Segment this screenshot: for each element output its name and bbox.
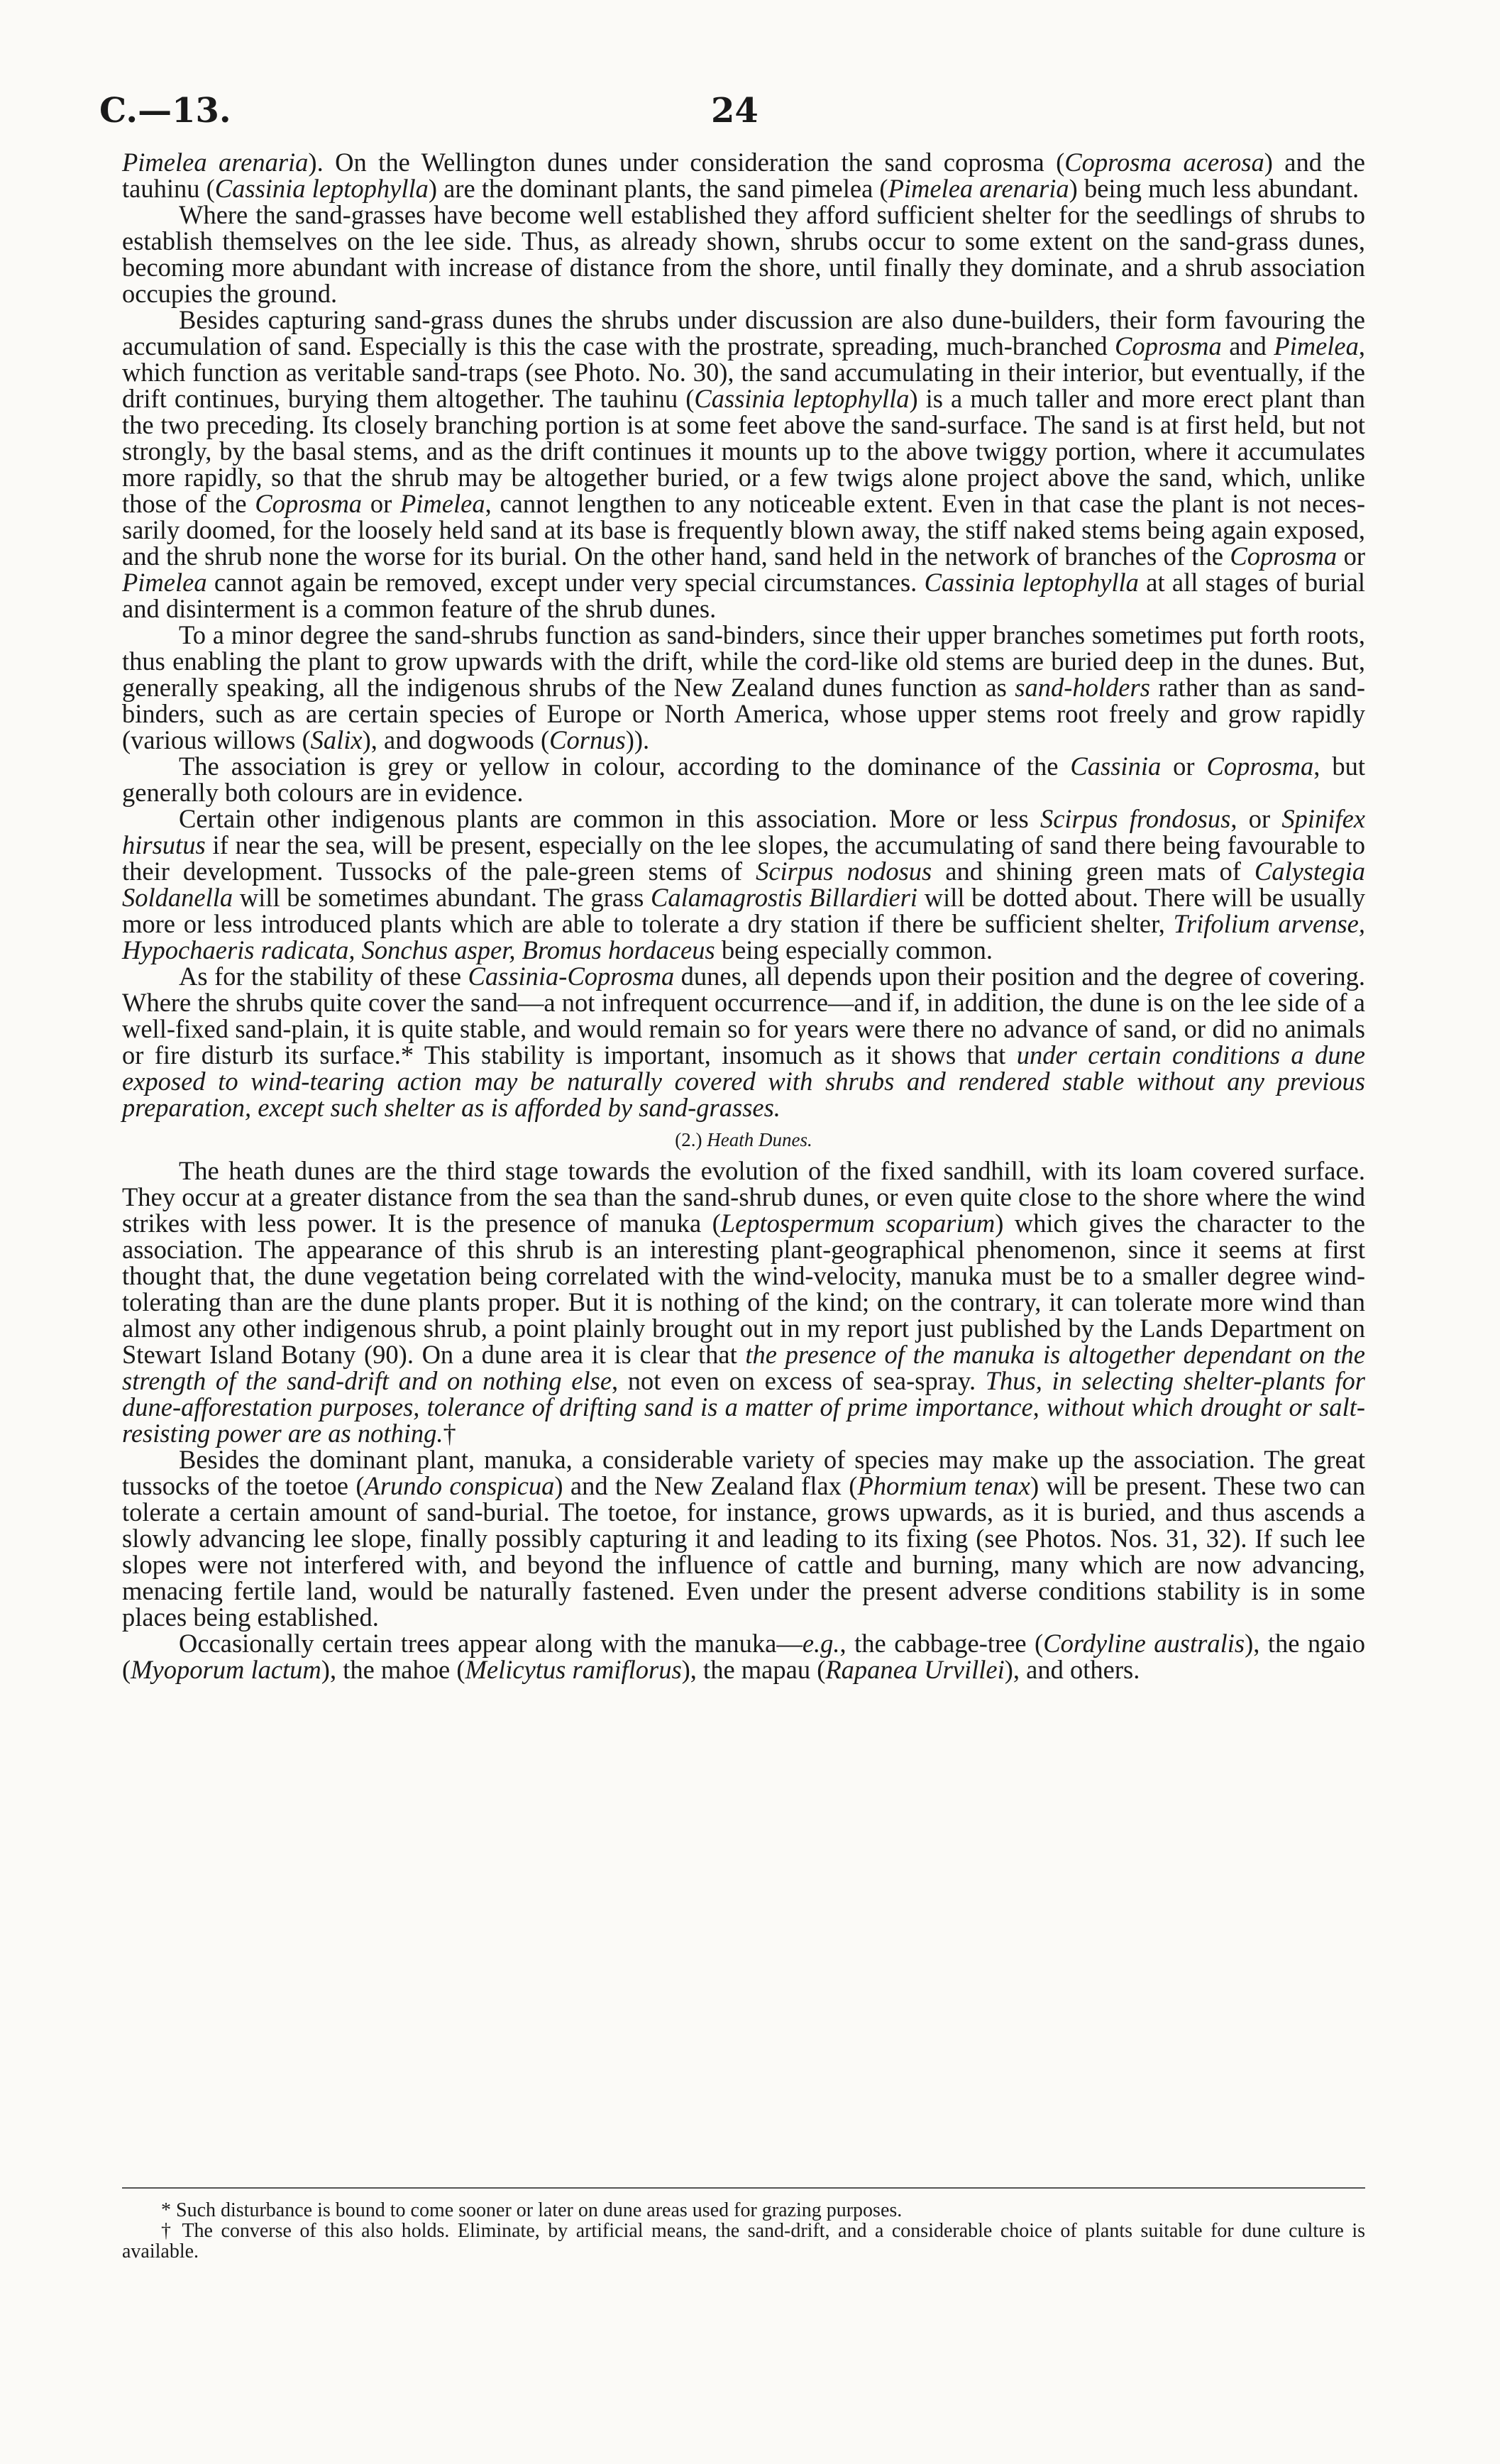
text-run: at all stages of burial and disinterment is a common feature of the shrub dunes.	[122, 568, 1366, 623]
species-name: Cassinia leptophylla	[694, 384, 910, 413]
document-reference: C.—13.	[99, 91, 231, 131]
paragraph-3	[122, 307, 1365, 622]
species-name: Rapanea Urvillei	[825, 1655, 1005, 1684]
page-header	[99, 91, 1348, 141]
text-run: ) are the dominant plants, the sand pimelea (	[428, 174, 888, 203]
paragraph-6	[122, 805, 1365, 963]
text-run: being especially common.	[715, 935, 993, 964]
text-run: cannot again be removed, except under very special circumstances.	[206, 568, 925, 597]
text-run: )).	[625, 725, 650, 754]
text-run: ) and the tauhinu (	[122, 148, 1366, 203]
text-run: ). On the Wellington dunes under consideration the sand coprosma (	[308, 148, 1065, 177]
text-run: To a minor degree the sand-shrubs function as sand-binders, since their upper branches sometimes put forth roots, thus enabling the plant to grow upwards with the drift, while the cord-like old stems are buried deep in the dunes. But, generally speaking, all the indigenous shrubs of the New Zealand dunes function as	[122, 620, 1365, 702]
emphasis: sand-holders	[1015, 673, 1150, 702]
text-run: ), the mahoe (	[321, 1655, 465, 1684]
species-name: Scirpus frondosus	[1039, 804, 1231, 833]
species-name: Phormium tenax	[857, 1471, 1030, 1500]
footnote-marker: †	[443, 1419, 456, 1448]
emphasis: the presence of the manuka is altogether dependant on the strength of the sand-drift and on nothing else	[122, 1340, 1365, 1395]
species-name: Cassinia-Coprosma	[468, 962, 675, 991]
text-run: and shining green mats of	[932, 857, 1254, 886]
text-run: , but generally both colours are in evidence.	[122, 752, 1365, 807]
text-run: ) is a much taller and more erect plant than the two preceding. Its closely branching portion is at some feet above the sand-surface. The sand is at first held, but not strongly, by the basal stems, and as the drift continues it mounts up to the above twiggy portion, where it accumulates more rapidly, so that the shrub may be altogether buried, or a few twigs alone project above the sand, which, unlike those of the	[122, 384, 1366, 518]
species-name: Pimelea	[1274, 331, 1359, 361]
text-run: , not even on excess of sea-spray.	[612, 1366, 986, 1395]
species-name: Coprosma	[1115, 331, 1222, 361]
paragraph-10	[122, 1630, 1365, 1683]
footnotes	[122, 2200, 1365, 2262]
text-run: and	[1221, 331, 1274, 361]
species-name: Pimelea	[122, 568, 207, 597]
text-run: ), and dogwoods (	[362, 725, 550, 754]
text-run: , cannot lengthen to any noticeable extent. Even in that case the plant is not necessarily doomed, for the loosely held sand at its base is frequently blown away, the stiff naked stems being again exposed, and the shrub none the worse for its burial. On the other hand, sand held in the network of branches of the	[122, 489, 1366, 571]
footnote-2: † The converse of this also holds. Eliminate, by artificial means, the sand-drift, and a considerable choice of plants suitable for dune culture is available.	[122, 2220, 1365, 2262]
species-name: Pimelea arenaria	[888, 174, 1069, 203]
section-number: (2.)	[675, 1129, 707, 1150]
text-run: The heath dunes are the third stage towards the evolution of the fixed sandhill, with its loam covered surface. They occur at a greater distance from the sea than the sand-shrub dunes, or even quite close to the shore where the wind strikes with less power. It is the presence of manuka (	[122, 1156, 1365, 1238]
paragraph-4	[122, 622, 1365, 753]
species-name: Cornus	[549, 725, 626, 754]
text-run: will be dotted about. There will be usually more or less introduced plants which are able to tolerate a dry station if there be sufficient shelter,	[122, 883, 1366, 938]
species-name: Arundo conspicua	[364, 1471, 555, 1500]
species-name: Coprosma	[1206, 752, 1314, 781]
text-run: dunes, all depends upon their position and the degree of covering. Where the shrubs quite cover the sand—a not infrequent occurrence—and if, in addition, the dune is on the lee side of a well-fixed sand-plain, it is quite stable, and would remain so for years were there no advance of sand, or did no animals or fire disturb its surface.* This stability is important, insomuch as it shows that	[122, 962, 1365, 1069]
species-name: Cassinia	[1070, 752, 1162, 781]
text-run: , or	[1230, 804, 1282, 833]
text-run: ), and others.	[1004, 1655, 1140, 1684]
page-number: 24	[711, 91, 759, 131]
text-run: ) will be present. These two can tolerate a certain amount of sand-burial. The toetoe, for instance, grows upwards, as it is buried, and thus ascends a slowly advancing lee slope, finally possibly capturing it and leading to its fixing (see Photos. Nos. 31, 32). If such lee slopes were not interfered with, and beyond the influence of cattle and burning, many which are now advancing, menacing fertile land, would be naturally fastened. Even under the present adverse conditions stability is in some places being established.	[122, 1471, 1365, 1632]
body-text	[122, 149, 1365, 1683]
paragraph-7	[122, 963, 1365, 1121]
text-run: ) and the New Zealand flax (	[554, 1471, 858, 1500]
species-name: Spinifex hirsutus	[122, 804, 1365, 859]
footnote-divider	[122, 2187, 1365, 2189]
paragraph-1	[122, 149, 1365, 202]
emphasis: Thus, in selecting shelter-plants for dune-afforestation purposes, tolerance of drifting sand is a matter of prime importance, without which drought or salt-resisting power are as nothing.	[122, 1366, 1365, 1448]
text-run: ), the ngaio (	[122, 1629, 1365, 1684]
species-name: Scirpus nodosus	[756, 857, 932, 886]
text-run: , which function as veritable sand-traps (see Photo. No. 30), the sand accumulating in their interior, but eventually, if the drift continues, burying them altogether. The tauhinu (	[122, 331, 1366, 413]
text-run: ) which gives the character to the association. The appearance of this shrub is an interesting plant-geographical phenomenon, since it seems at first thought that, the dune vegetation being correlated with the wind-velocity, manuka must be to a smaller degree wind-tolerating than are the dune plants proper. But it is nothing of the kind; on the contrary, it can tolerate more wind than almost any other indigenous shrub, a point plainly brought out in my report just published by the Lands Department on Stewart Island Botany (90). On a dune area it is clear that	[122, 1209, 1366, 1369]
text-run: The association is grey or yellow in colour, according to the dominance of the	[179, 752, 1071, 781]
paragraph-2: Where the sand-grasses have become well established they afford sufficient shelter for the seedlings of shrubs to establish themselves on the lee side. Thus, as already shown, shrubs occur to some extent on the sand-grass dunes, becoming more abundant with increase of distance from the shore, until finally they dominate, and a shrub association occupies the ground.	[122, 200, 1365, 308]
text-run: rather than as sand-binders, such as are certain species of Europe or North America, whose upper stems root freely and grow rapidly (various willows (	[122, 673, 1365, 754]
species-name: Trifolium arvense, Hypochaeris radicata, Sonchus asper, Bromus hordaceus	[122, 909, 1365, 964]
text-run: or	[1337, 541, 1365, 571]
paragraph-5	[122, 753, 1365, 805]
text-run: or	[362, 489, 400, 518]
species-name: Melicytus ramiflorus	[465, 1655, 682, 1684]
text-run: Besides capturing sand-grass dunes the shrubs under discussion are also dune-builders, their form favouring the accumulation of sand. Especially is this the case with the prostrate, spreading, much-branched	[122, 305, 1365, 361]
species-name: Cassinia leptophylla	[214, 174, 429, 203]
species-name: Coprosma	[255, 489, 363, 518]
text-run: or	[1161, 752, 1207, 781]
emphasis: under certain conditions a dune exposed to wind-tearing action may be naturally covered with shrubs and rendered stable without any previous preparation, except such shelter as is afforded by sand-grasses.	[122, 1040, 1365, 1122]
species-name: Pimelea	[399, 489, 485, 518]
species-name: Coprosma acerosa	[1064, 148, 1264, 177]
text-run: , the cabbage-tree (	[839, 1629, 1044, 1658]
species-name: Salix	[310, 725, 363, 754]
text-run: As for the stability of these	[179, 962, 468, 991]
text-run: ), the mapau (	[681, 1655, 826, 1684]
paragraph-9	[122, 1446, 1365, 1630]
species-name: Leptospermum scoparium	[720, 1209, 996, 1238]
text-run: Occasionally certain trees appear along with the manuka—	[179, 1629, 803, 1658]
species-name: Cassinia leptophylla	[924, 568, 1139, 597]
section-title: Heath Dunes.	[707, 1129, 812, 1150]
text-run: ) being much less abundant.	[1069, 174, 1360, 203]
text-run: Besides the dominant plant, manuka, a considerable variety of species may make up the association. The great tussocks of the toetoe (	[122, 1445, 1365, 1500]
species-name: Calystegia Soldanella	[122, 857, 1365, 912]
species-name: Cordyline australis	[1043, 1629, 1245, 1658]
text-run: if near the sea, will be present, especially on the lee slopes, the accumulating of sand there being favourable to their development. Tussocks of the pale-green stems of	[122, 830, 1365, 886]
species-name: Coprosma	[1230, 541, 1338, 571]
text-run: will be sometimes abundant. The grass	[233, 883, 651, 912]
text-run: Certain other indigenous plants are common in this association. More or less	[179, 804, 1040, 833]
species-name: Pimelea arenaria	[122, 148, 309, 177]
paragraph-8	[122, 1157, 1365, 1446]
species-name: Myoporum lactum	[131, 1655, 321, 1684]
species-name: Calamagrostis Billardieri	[651, 883, 918, 912]
emphasis: e.g.	[802, 1629, 840, 1658]
section-heading	[122, 1128, 1365, 1152]
footnote-1: * Such disturbance is bound to come sooner or later on dune areas used for grazing purposes.	[161, 2199, 903, 2221]
